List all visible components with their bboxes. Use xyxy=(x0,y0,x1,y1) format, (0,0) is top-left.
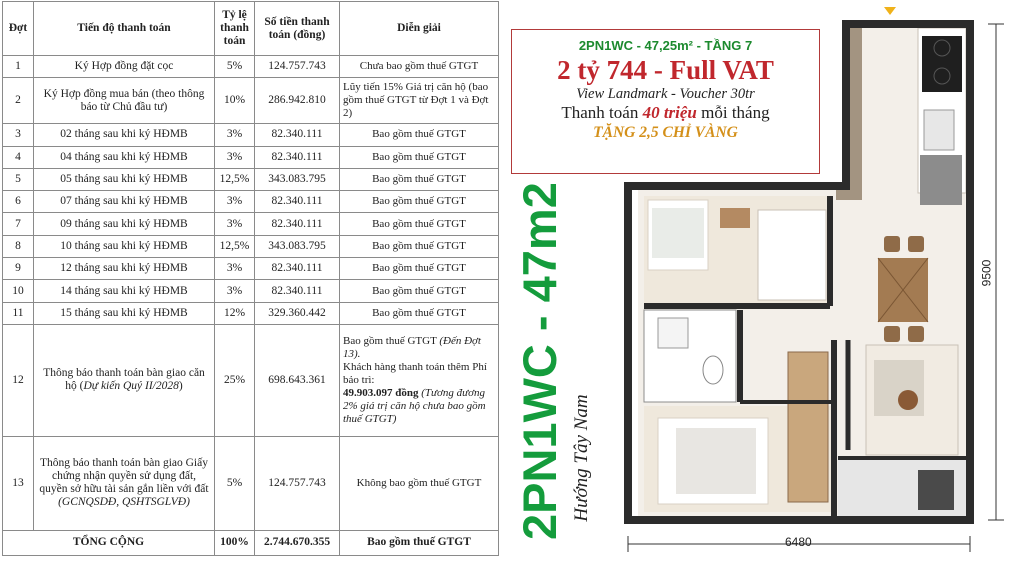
cell-rate: 12,5% xyxy=(215,168,255,190)
cell-amount: 343.083.795 xyxy=(255,235,340,257)
cell-phase: 7 xyxy=(3,213,34,235)
cell-note: Bao gồm thuế GTGT xyxy=(340,191,499,213)
cell-amount: 698.643.361 xyxy=(255,324,340,436)
cell-rate: 12% xyxy=(215,302,255,324)
cell-progress: 02 tháng sau khi ký HĐMB xyxy=(34,124,215,146)
table-row xyxy=(3,324,499,436)
cell-amount: 286.942.810 xyxy=(255,78,340,124)
sofa-icon xyxy=(874,360,924,416)
wardrobe-2 xyxy=(788,352,828,502)
cell-phase: 11 xyxy=(3,302,34,324)
table-row xyxy=(3,191,499,213)
note-fee-amount: 49.903.097 đồng xyxy=(343,386,419,399)
total-amount: 2.744.670.355 xyxy=(255,530,340,555)
cell-amount: 82.340.111 xyxy=(255,191,340,213)
table-row xyxy=(3,56,499,78)
cell-phase: 5 xyxy=(3,168,34,190)
total-note: Bao gồm thuế GTGT xyxy=(340,530,499,555)
cell-rate: 5% xyxy=(215,436,255,530)
cell-note: Chưa bao gồm thuế GTGT xyxy=(340,56,499,78)
cell-phase: 8 xyxy=(3,235,34,257)
cell-amount: 82.340.111 xyxy=(255,280,340,302)
cell-amount: 82.340.111 xyxy=(255,213,340,235)
total-rate: 100% xyxy=(215,530,255,555)
cell-rate: 12,5% xyxy=(215,235,255,257)
floor-plan-drawing xyxy=(598,0,1024,575)
cell-rate: 25% xyxy=(215,324,255,436)
unit-spec: 2PN1WC - 47,25m² - TẦNG 7 xyxy=(578,38,753,53)
cell-amount: 124.757.743 xyxy=(255,436,340,530)
cell-progress xyxy=(34,436,215,530)
cell-note: Bao gồm thuế GTGT xyxy=(340,302,499,324)
cell-amount: 82.340.111 xyxy=(255,124,340,146)
entrance-marker-icon xyxy=(884,7,896,15)
cell-amount: 124.757.743 xyxy=(255,56,340,78)
table-row xyxy=(3,436,499,530)
cell-progress: 09 tháng sau khi ký HĐMB xyxy=(34,213,215,235)
cell-progress xyxy=(34,324,215,436)
note-fee-explain: (Tương đương 2% giá trị căn hộ chưa bao gồm thuế GTGT) xyxy=(343,386,486,425)
cell-rate: 3% xyxy=(215,146,255,168)
cell-amount: 343.083.795 xyxy=(255,168,340,190)
cell-progress: Ký Hợp đồng đặt cọc xyxy=(34,56,215,78)
cell-phase: 10 xyxy=(3,280,34,302)
cell-rate: 10% xyxy=(215,78,255,124)
cell-phase: 4 xyxy=(3,146,34,168)
cell-progress: 15 tháng sau khi ký HĐMB xyxy=(34,302,215,324)
cell-note: Bao gồm thuế GTGT xyxy=(340,258,499,280)
monthly-text: Thanh toán xyxy=(561,103,643,122)
cell-note: Bao gồm thuế GTGT xyxy=(340,235,499,257)
width-dimension: 6480 xyxy=(785,535,812,549)
table-header-row xyxy=(3,2,499,56)
cell-progress: 12 tháng sau khi ký HĐMB xyxy=(34,258,215,280)
header-rate: Tỷ lệ thanh toán xyxy=(215,2,255,56)
monthly-amount: 40 triệu xyxy=(642,103,697,122)
cell-note: Bao gồm thuế GTGT xyxy=(340,168,499,190)
note-italic-text: (Đến Đợt 13). xyxy=(343,334,481,360)
table-row xyxy=(3,235,499,257)
sink-icon xyxy=(924,110,954,150)
height-dimension: 9500 xyxy=(979,259,994,287)
cell-progress: 10 tháng sau khi ký HĐMB xyxy=(34,235,215,257)
cell-note xyxy=(340,324,499,436)
cell-amount: 82.340.111 xyxy=(255,146,340,168)
monthly-suffix: mỗi tháng xyxy=(696,103,770,122)
cell-progress: Ký Hợp đồng mua bán (theo thông báo từ Chủ đầu tư) xyxy=(34,78,215,124)
wardrobe-1 xyxy=(758,210,826,300)
gold-gift: TẶNG 2,5 CHỈ VÀNG xyxy=(593,124,738,141)
washbasin-icon xyxy=(658,318,688,348)
cell-phase: 12 xyxy=(3,324,34,436)
cell-note: Không bao gồm thuế GTGT xyxy=(340,436,499,530)
cell-progress: 14 tháng sau khi ký HĐMB xyxy=(34,280,215,302)
cell-progress: 07 tháng sau khi ký HĐMB xyxy=(34,191,215,213)
coffee-table-icon xyxy=(898,390,918,410)
table-row xyxy=(3,124,499,146)
cell-progress: 05 tháng sau khi ký HĐMB xyxy=(34,168,215,190)
price-headline: 2 tỷ 744 - Full VAT xyxy=(557,55,774,85)
cell-rate: 3% xyxy=(215,213,255,235)
cell-note: Bao gồm thuế GTGT xyxy=(340,124,499,146)
table-row xyxy=(3,258,499,280)
cell-note: Lũy tiến 15% Giá trị căn hộ (bao gồm thuế GTGT từ Đợt 1 và Đợt 2) xyxy=(340,78,499,124)
unit-direction-label: Hướng Tây Nam xyxy=(571,394,592,522)
progress-text: Thông báo thanh toán bàn giao căn hộ ( xyxy=(43,367,205,393)
table-row xyxy=(3,302,499,324)
washing-machine-icon xyxy=(918,470,954,510)
note-fee-text: Khách hàng thanh toán thêm Phí bảo trì: xyxy=(343,360,487,386)
cell-note: Bao gồm thuế GTGT xyxy=(340,146,499,168)
cell-phase: 6 xyxy=(3,191,34,213)
cell-amount: 82.340.111 xyxy=(255,258,340,280)
progress-italic-text: Dự kiến Quý II/2028 xyxy=(83,380,179,393)
desk-icon xyxy=(720,208,750,228)
header-amount: Số tiền thanh toán (đồng) xyxy=(255,2,340,56)
progress-text: Thông báo thanh toán bàn giao Giấy chứng nhận quyền sử dụng đất, quyền sở hữu tài sản gắn liền với đất xyxy=(39,457,209,496)
cell-rate: 3% xyxy=(215,258,255,280)
cell-phase: 1 xyxy=(3,56,34,78)
table-row xyxy=(3,146,499,168)
cell-note: Bao gồm thuế GTGT xyxy=(340,280,499,302)
progress-close-paren: ) xyxy=(178,380,183,393)
toilet-icon xyxy=(703,356,723,384)
cell-phase: 2 xyxy=(3,78,34,124)
view-voucher: View Landmark - Voucher 30tr xyxy=(576,86,755,102)
cell-phase: 13 xyxy=(3,436,34,530)
cell-rate: 5% xyxy=(215,56,255,78)
table-row xyxy=(3,213,499,235)
cell-rate: 3% xyxy=(215,191,255,213)
header-note: Diễn giải xyxy=(340,2,499,56)
table-total-row xyxy=(3,530,499,555)
header-phase: Đợt xyxy=(3,2,34,56)
table-row xyxy=(3,78,499,124)
cell-progress: 04 tháng sau khi ký HĐMB xyxy=(34,146,215,168)
cell-rate: 3% xyxy=(215,280,255,302)
payment-schedule-table xyxy=(2,1,499,556)
cell-phase: 3 xyxy=(3,124,34,146)
cell-rate: 3% xyxy=(215,124,255,146)
fridge-icon xyxy=(920,155,962,205)
table-row xyxy=(3,280,499,302)
cell-note: Bao gồm thuế GTGT xyxy=(340,213,499,235)
table-row xyxy=(3,168,499,190)
unit-code-label: 2PN1WC - 47m2 xyxy=(513,182,566,540)
note-text: Bao gồm thuế GTGT xyxy=(343,334,440,347)
cell-phase: 9 xyxy=(3,258,34,280)
total-label: TỔNG CỘNG xyxy=(3,530,215,555)
cell-amount: 329.360.442 xyxy=(255,302,340,324)
floor-plan xyxy=(598,0,1024,575)
progress-italic-text: (GCNQSDĐ, QSHTSGLVĐ) xyxy=(58,496,190,509)
header-progress: Tiến độ thanh toán xyxy=(34,2,215,56)
